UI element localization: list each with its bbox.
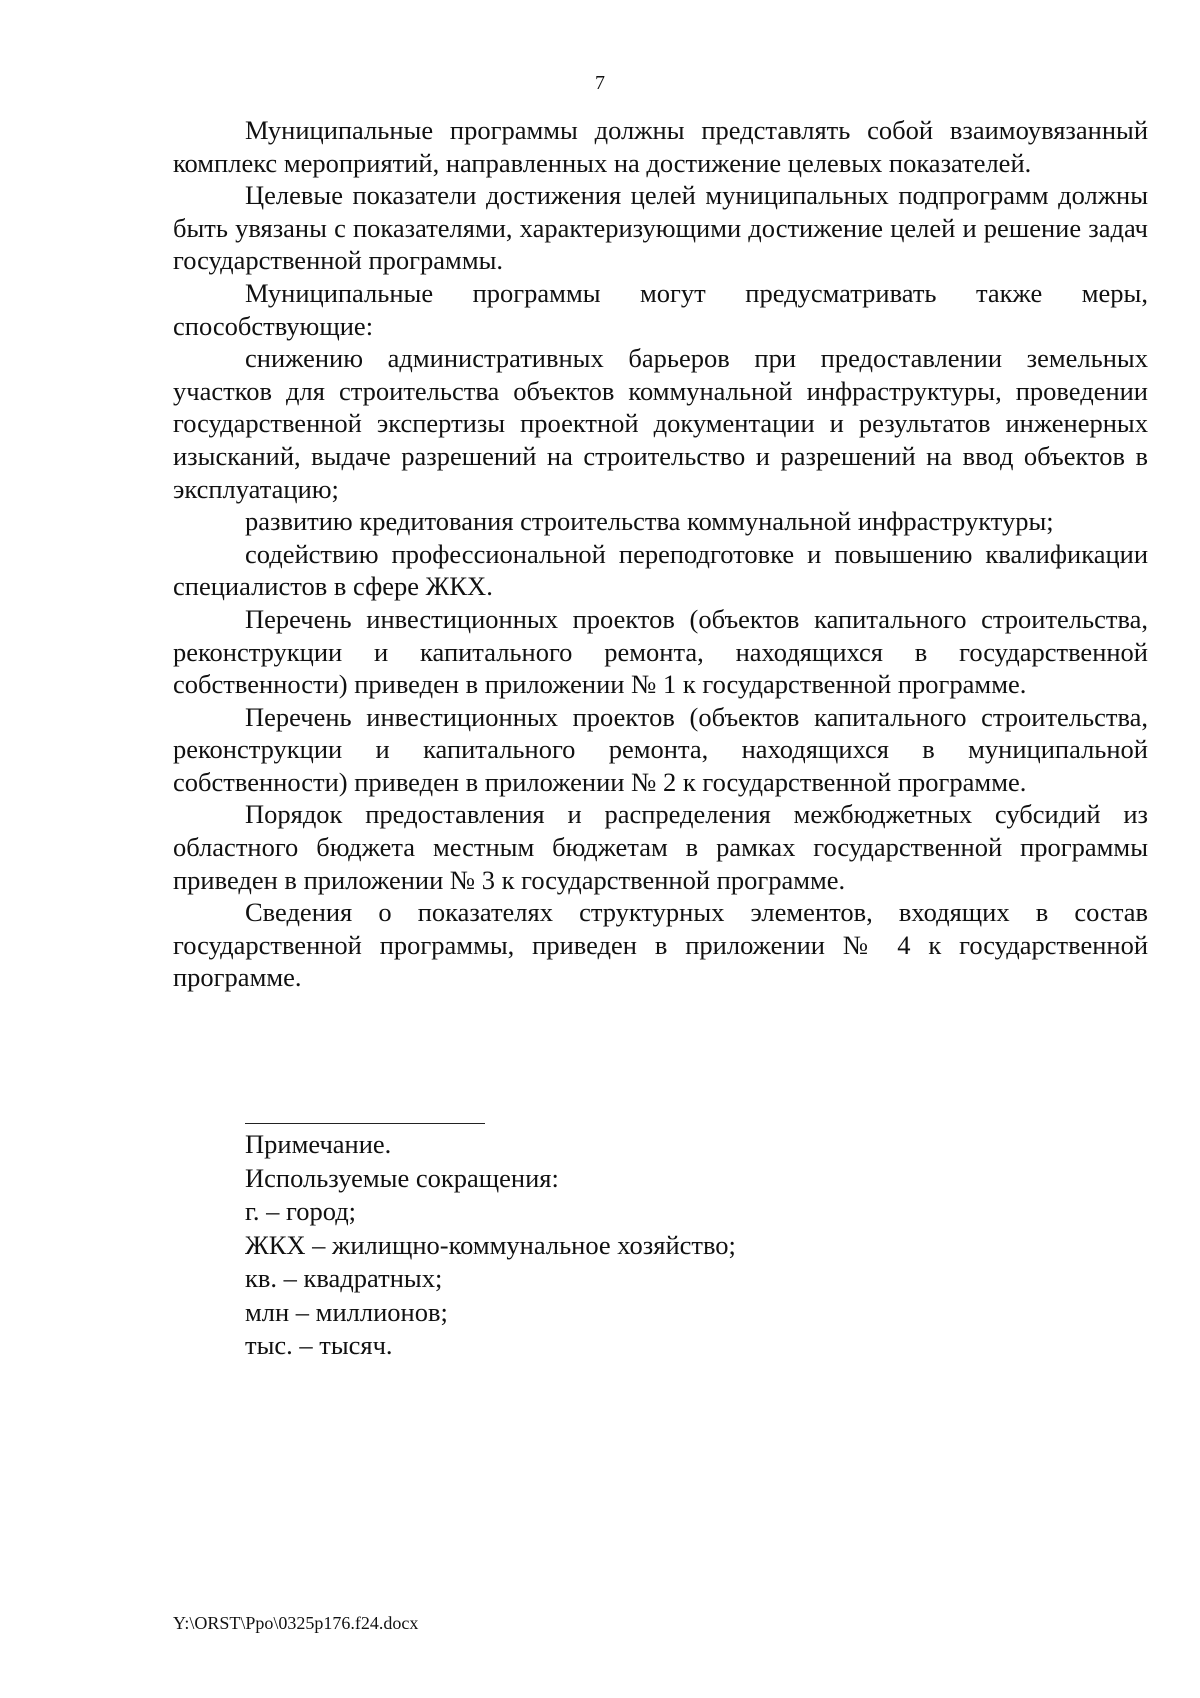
abbreviation-item: ЖКХ – жилищно-коммунальное хозяйство; bbox=[245, 1229, 736, 1260]
notes-subtitle: Используемые сокращения: bbox=[245, 1162, 559, 1193]
paragraph: Целевые показатели достижения целей муниципальных подпрограмм должны быть увязаны с показателями, характеризующими достижение целей и решение задач государственной программы. bbox=[173, 180, 1148, 276]
notes-title: Примечание. bbox=[245, 1129, 392, 1159]
abbreviation-item: кв. – квадратных; bbox=[245, 1263, 443, 1293]
abbreviation-item: тыс. – тысяч. bbox=[245, 1330, 393, 1360]
paragraph: Порядок предоставления и распределения межбюджетных субсидий из областного бюджета местным бюджетам в рамках государственной программы приведен в приложении № 3 к государственной программе. bbox=[173, 799, 1148, 895]
paragraph: Муниципальные программы должны представлять собой взаимоувязанный комплекс мероприятий, направленных на достижение целевых показателей. bbox=[173, 115, 1148, 178]
abbreviation-item: млн – миллионов; bbox=[245, 1296, 448, 1327]
paragraph: Муниципальные программы могут предусматривать также меры, способствующие: bbox=[173, 277, 1148, 341]
paragraph: содействию профессиональной переподготовке и повышению квалификации специалистов в сфере ЖКХ. bbox=[173, 538, 1148, 602]
footnote-divider bbox=[245, 1123, 485, 1124]
paragraph: Перечень инвестиционных проектов (объектов капитального строительства, реконструкции и капитального ремонта, находящихся в государственной собственности) приведен в приложении № 1 к государственной программе. bbox=[173, 603, 1148, 700]
abbreviation-item: г. – город; bbox=[245, 1196, 357, 1226]
paragraph: снижению административных барьеров при предоставлении земельных участков для строительства объектов коммунальной инфраструктуры, проведении государственной экспертизы проектной документации и результатов инженерных изысканий, выдаче разрешений на строительство и разрешений на ввод объектов в эксплуатацию; bbox=[173, 343, 1148, 504]
paragraph: развитию кредитования строительства коммунальной инфраструктуры; bbox=[245, 506, 1054, 537]
body-text bbox=[173, 114, 1148, 994]
paragraph: Сведения о показателях структурных элементов, входящих в состав государственной программы, приведен в приложении № 4 к государственной программе. bbox=[173, 897, 1148, 993]
notes-block bbox=[245, 1128, 1145, 1363]
paragraph: Перечень инвестиционных проектов (объектов капитального строительства, реконструкции и капитального ремонта, находящихся в муниципальной собственности) приведен в приложении № 2 к государственной программе. bbox=[173, 701, 1148, 797]
page-number: 7 bbox=[595, 72, 605, 94]
file-path-footer: Y:\ORST\Ppo\0325p176.f24.docx bbox=[173, 1613, 419, 1633]
